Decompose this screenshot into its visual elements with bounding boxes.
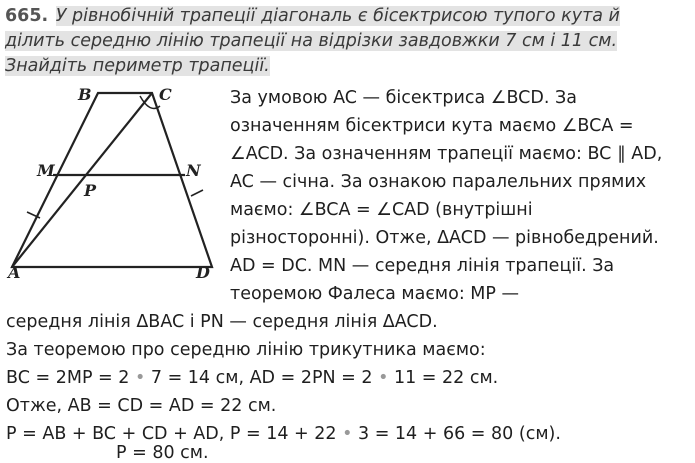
solution-answer: P = 80 см. [116,443,209,463]
label-b: B [78,85,92,104]
solution-line-6: різносторонні). Отже, ΔACD — рівнобедрений. [230,228,659,248]
solution-text-11a: BC = 2MP = 2 [6,368,135,388]
tick-mark-right [191,190,203,196]
label-a: A [8,263,21,282]
solution-line-10: За теоремою про середню лінію трикутника маємо: [6,340,486,360]
solution-line-7: AD = DC. MN — середня лінія трапеції. За [230,256,615,276]
solution-line-5: маємо: ∠BCA = ∠CAD (внутрішні [230,200,533,220]
label-p: P [84,181,97,200]
multiply-dot-icon: • [134,368,146,388]
problem-line-3 [5,54,620,79]
label-d: D [196,263,210,282]
label-n: N [186,161,201,180]
solution-text-13a: P = AB + BC + CD + AD, P = 14 + 22 [6,424,343,444]
multiply-dot-icon: • [342,424,353,444]
trapezoid-figure [0,84,230,284]
trapezoid-outline [12,93,212,267]
solution-text-13b: 3 = 14 + 66 = 80 (см). [352,424,561,444]
solution-line-2: означенням бісектриси кута маємо ∠BCA = [230,116,634,136]
problem-line-1 [5,4,620,29]
solution-line-13 [6,420,561,448]
diagonal-ac [12,93,152,267]
problem-line-2 [5,29,620,54]
label-m: M [37,161,55,180]
problem-text-2: ділить середню лінію трапеції на відрізки завдовжки 7 см і 11 см. [5,31,618,51]
problem-statement [5,4,620,79]
solution-text-11b: 7 = 14 см, AD = 2PN = 2 [145,368,379,388]
solution-line-11 [6,364,498,392]
solution-line-12: Отже, AB = CD = AD = 22 см. [6,396,277,416]
solution-line-8: теоремою Фалеса маємо: MP — [230,284,520,304]
problem-number: 665. [5,6,49,26]
solution-line-3: ∠ACD. За означенням трапеції маємо: BC ∥ AD, [230,144,663,164]
multiply-dot-icon: • [378,368,389,388]
solution-text-11c: 11 = 22 см. [388,368,499,388]
label-c: C [159,85,172,104]
problem-text-1: У рівнобічній трапеції діагональ є бісектрисою тупого кута й [55,6,620,26]
solution-line-9: середня лінія ΔBAC і PN — середня лінія ΔACD. [6,312,438,332]
solution-line-4: AC — січна. За ознакою паралельних прямих [230,172,647,192]
trapezoid-drawing [0,84,230,284]
solution-line-1: За умовою AC — бісектриса ∠BCD. За [230,88,577,108]
problem-text-3: Знайдіть периметр трапеції. [5,56,270,76]
